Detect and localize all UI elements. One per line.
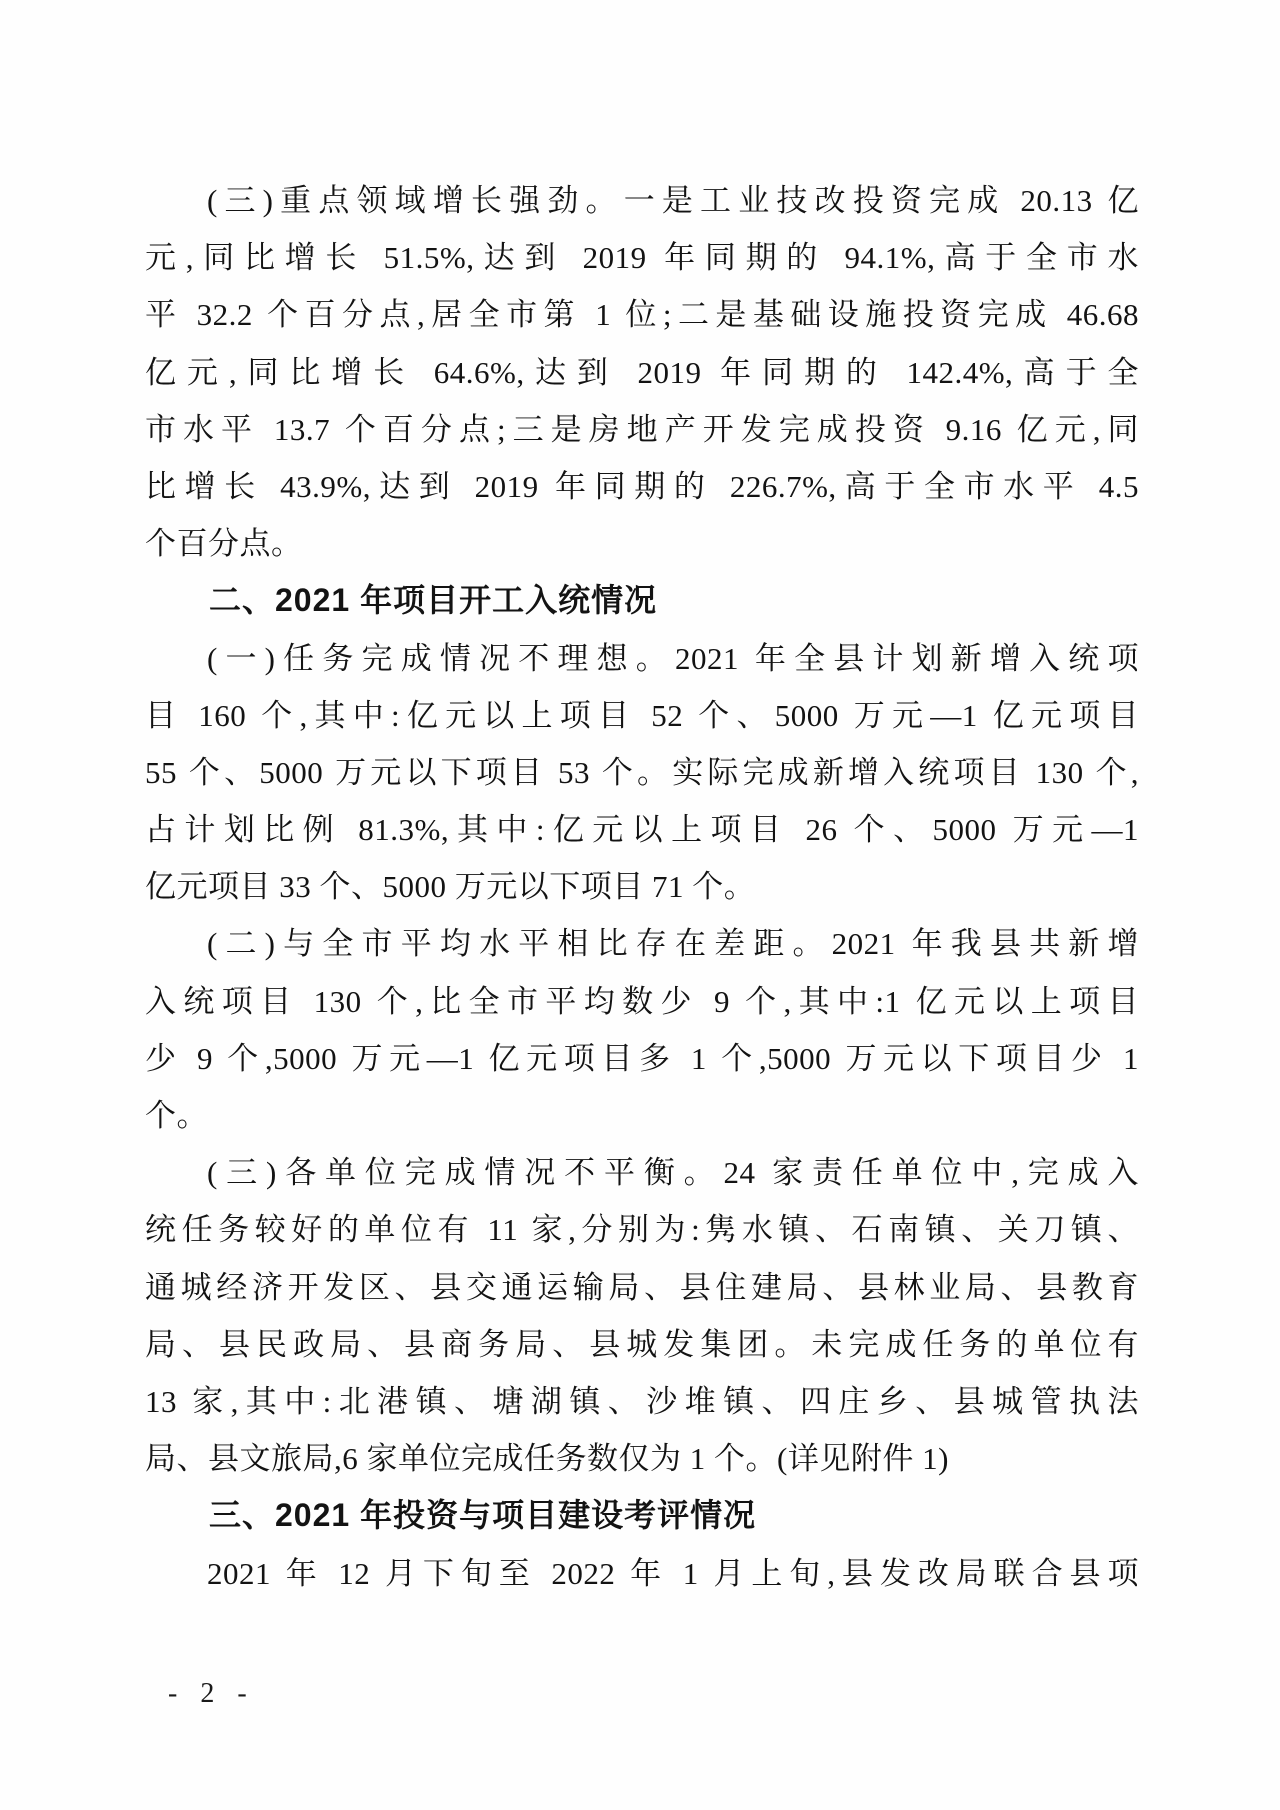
text-line: 个。 (145, 1098, 208, 1133)
text-line: 亿元项目 33 个、5000 万元以下项目 71 个。 (145, 869, 756, 905)
text-line: 局、县文旅局,6 家单位完成任务数仅为 1 个。(详见附件 1) (145, 1441, 949, 1477)
text-line: 平 32.2 个百分点,居全市第 1 位;二是基础设施投资完成 46.68 (145, 297, 1139, 333)
text-line: (三)重点领域增长强劲。一是工业技改投资完成 20.13 亿 (207, 183, 1139, 218)
text-line: 入统项目 130 个,比全市平均数少 9 个,其中:1 亿元以上项目 (145, 983, 1139, 1019)
text-line: 少 9 个,5000 万元—1 亿元项目多 1 个,5000 万元以下项目少 1 (145, 1040, 1139, 1076)
page-number: - 2 - (168, 1678, 255, 1709)
text-line: 亿元,同比增长 64.6%,达到 2019 年同期的 142.4%,高于全 (145, 354, 1139, 390)
text-line: 比增长 43.9%,达到 2019 年同期的 226.7%,高于全市水平 4.5 (145, 468, 1139, 504)
text-line: 统任务较好的单位有 11 家,分别为:隽水镇、石南镇、关刀镇、 (145, 1212, 1139, 1248)
text-line: (三)各单位完成情况不平衡。24 家责任单位中,完成入 (207, 1155, 1139, 1191)
text-line: 2021 年 12 月下旬至 2022 年 1 月上旬,县发改局联合县项 (207, 1555, 1139, 1591)
document-body (145, 172, 1139, 1602)
text-line: 个百分点。 (145, 526, 303, 562)
text-line: 占计划比例 81.3%,其中:亿元以上项目 26 个、5000 万元—1 (145, 812, 1139, 848)
text-line: 局、县民政局、县商务局、县城发集团。未完成任务的单位有 (145, 1326, 1139, 1362)
section-heading: 二、2021 年项目开工入统情况 (209, 582, 658, 619)
text-line: 元,同比增长 51.5%,达到 2019 年同期的 94.1%,高于全市水 (145, 240, 1139, 276)
text-line: 市水平 13.7 个百分点;三是房地产开发完成投资 9.16 亿元,同 (145, 411, 1139, 447)
text-line: 通城经济开发区、县交通运输局、县住建局、县林业局、县教育 (145, 1269, 1139, 1305)
text-line: 目 160 个,其中:亿元以上项目 52 个、5000 万元—1 亿元项目 (145, 697, 1139, 733)
text-line: 13 家,其中:北港镇、塘湖镇、沙堆镇、四庄乡、县城管执法 (145, 1383, 1139, 1419)
text-line: 55 个、5000 万元以下项目 53 个。实际完成新增入统项目 130 个, (145, 754, 1139, 790)
text-line: (一)任务完成情况不理想。2021 年全县计划新增入统项 (207, 640, 1139, 676)
text-line: (二)与全市平均水平相比存在差距。2021 年我县共新增 (207, 926, 1139, 962)
section-heading: 三、2021 年投资与项目建设考评情况 (209, 1497, 757, 1534)
